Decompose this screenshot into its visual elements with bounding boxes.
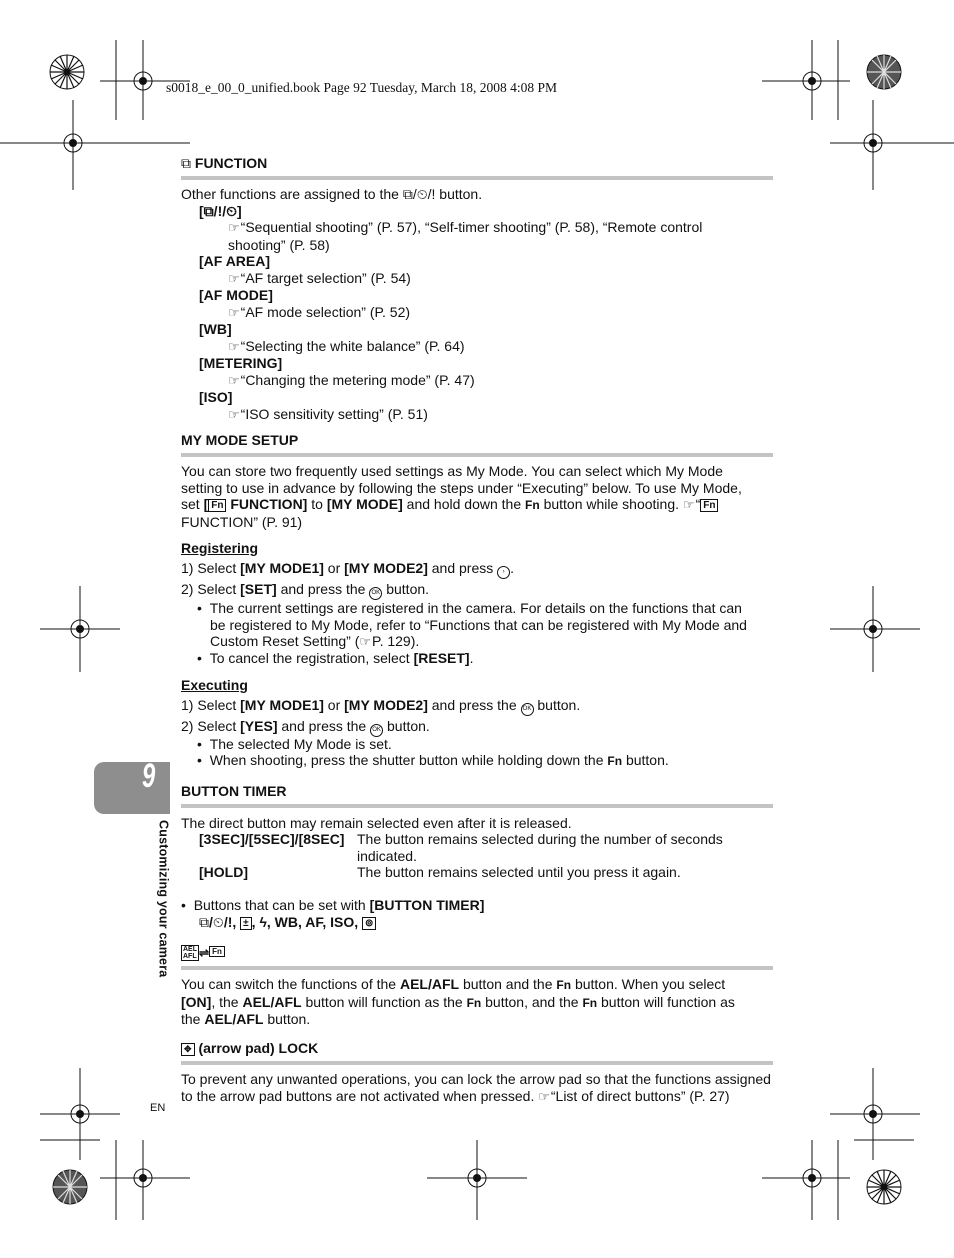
function-item-heading: [AF AREA]: [199, 253, 271, 269]
reference-icon: ☞: [228, 338, 240, 354]
drive-icon: ⧉: [181, 155, 191, 171]
function-item-heading: [ISO]: [199, 389, 233, 405]
function-item-heading: [WB]: [199, 321, 232, 337]
remote-icon: ǃ: [227, 914, 233, 930]
remote-icon: ǃ: [431, 186, 436, 202]
fn-icon: Fn: [208, 499, 226, 512]
chapter-label: Customizing your camera: [156, 820, 171, 978]
executing-bullet-1: • The selected My Mode is set.: [197, 736, 392, 752]
ael-fn-body: You can switch the functions of the AEL/AFL button and the Fn button. When you select [ON], the AEL/AFL button will function as the Fn button, and the Fn button will function as the AEL/AFL button.: [181, 976, 735, 1027]
exposure-comp-icon: ±: [240, 917, 252, 930]
drive-icon: ⧉: [402, 186, 413, 202]
registering-step-2: 2) Select [SET] and press the OK button.: [181, 581, 773, 600]
button-timer-bullet: • Buttons that can be set with [BUTTON TIMER]: [181, 897, 485, 913]
chapter-number: 9: [142, 757, 156, 795]
registering-title: Registering: [181, 540, 259, 556]
function-rule: [181, 176, 773, 180]
reference-icon: ☞: [228, 270, 240, 286]
button-timer-table: [199, 831, 723, 881]
ael-fn-rule: [181, 966, 773, 970]
drive-icon: ⧉: [203, 202, 214, 219]
my-mode-intro: You can store two frequently used settings as My Mode. You can select which My Mode setting to use in advance by following the steps under “Executing” below. To use My Mode, set [ Fn FUNCTION] to [MY MODE] and hold down the Fn button while shooting. ☞“ Fn FUNCTION” (P. 91): [181, 463, 742, 530]
fn-icon: Fn: [466, 995, 482, 1010]
function-item-heading: [AF MODE]: [199, 287, 273, 303]
executing-step-1: 1) Select [MY MODE1] or [MY MODE2] and press the OK button.: [181, 697, 773, 716]
registering-bullet-2: • To cancel the registration, select [RESET].: [197, 650, 474, 666]
chapter-tab: [94, 757, 170, 814]
arrow-lock-rule: [181, 1061, 773, 1065]
button-timer-title: BUTTON TIMER: [181, 783, 287, 799]
ok-button-icon: OK: [521, 703, 534, 716]
swap-icon: ⇌: [199, 946, 210, 960]
ael-fn-title: [181, 945, 225, 961]
my-mode-rule: [181, 453, 773, 457]
self-timer-icon: ⏲: [212, 914, 224, 930]
reference-icon: ☞: [228, 304, 240, 320]
metering-icon: ⊚: [362, 917, 376, 930]
arrow-right-button-icon: ›: [497, 566, 510, 579]
function-item-ref: ☞“ISO sensitivity setting” (P. 51): [228, 405, 428, 422]
arrow-lock-title: ✥ (arrow pad) LOCK: [181, 1040, 318, 1057]
registering-step-1: 1) Select [MY MODE1] or [MY MODE2] and press › .: [181, 560, 773, 579]
arrow-lock-body: To prevent any unwanted operations, you can lock the arrow pad so that the functions assigned to the arrow pad buttons are not activated when pressed. ☞“List of direct buttons” (P. 27): [181, 1071, 771, 1104]
function-item-heading: [METERING]: [199, 355, 283, 371]
table-row: [3SEC]/[5SEC]/[8SEC] The button remains selected during the number of seconds indicated.: [199, 831, 723, 864]
fn-icon: Fn: [525, 498, 540, 512]
function-item-ref: ☞“Selecting the white balance” (P. 64): [228, 337, 465, 354]
table-row: [HOLD] The button remains selected until you press it again.: [199, 864, 681, 880]
self-timer-icon: ⏲: [416, 186, 428, 202]
reference-icon: ☞: [538, 1088, 550, 1104]
reference-icon: ☞: [228, 406, 240, 422]
function-item-ref-cont: shooting” (P. 58): [228, 236, 330, 253]
button-timer-rule: [181, 804, 773, 808]
executing-step-2: 2) Select [YES] and press the OK button.: [181, 718, 773, 737]
book-header-line: s0018_e_00_0_unified.book Page 92 Tuesday, March 18, 2008 4:08 PM: [166, 80, 557, 95]
registering-bullet-1: • The current settings are registered in the camera. For details on the functions that can be registered to My Mode, refer to “Functions that can be registered with My Mode and Custom Reset Setting” (☞P. 129).: [197, 600, 747, 649]
fn-icon: Fn: [556, 978, 572, 992]
reference-icon: ☞: [228, 372, 240, 388]
ok-button-icon: OK: [370, 724, 383, 737]
arrow-pad-icon: ✥: [181, 1043, 195, 1056]
function-item-ref: ☞“AF target selection” (P. 54): [228, 269, 411, 286]
drive-icon: ⧉: [199, 914, 209, 930]
language-label: EN: [150, 1102, 166, 1114]
function-intro: Other functions are assigned to the ⧉/⏲/ǃ button.: [181, 186, 483, 202]
my-mode-setup-title: MY MODE SETUP: [181, 432, 299, 448]
function-item-ref: ☞“AF mode selection” (P. 52): [228, 303, 411, 320]
function-item-ref: ☞“Sequential shooting” (P. 57), “Self-timer shooting” (P. 58), “Remote control: [228, 219, 703, 235]
ael-afl-icon: AEL AFL: [183, 946, 197, 960]
fn-icon: Fn: [700, 499, 718, 512]
function-body: [181, 186, 773, 423]
executing-bullet-2: • When shooting, press the shutter button while holding down the Fn button.: [197, 752, 669, 768]
function-item-ref: ☞“Changing the metering mode” (P. 47): [228, 371, 475, 388]
flash-icon: ϟ: [259, 914, 267, 930]
reference-icon: ☞: [228, 220, 240, 235]
fn-icon: Fn: [582, 995, 598, 1010]
function-section-title: ⧉ FUNCTION: [181, 155, 268, 171]
function-item-heading: [⧉/ǃ/⏲]: [199, 202, 242, 219]
button-timer-intro: The direct button may remain selected even after it is released.: [181, 815, 572, 831]
reference-icon: ☞: [359, 634, 372, 649]
ok-button-icon: OK: [369, 587, 382, 600]
self-timer-icon: ⏲: [226, 202, 238, 219]
executing-title: Executing: [181, 677, 248, 693]
fn-icon: Fn: [209, 946, 225, 957]
button-timer-buttons: ⧉/⏲/ǃ, ± , ϟ, WB, AF, ISO, ⊚: [199, 914, 376, 931]
fn-icon: Fn: [607, 754, 623, 768]
remote-icon: ǃ: [217, 202, 223, 219]
reference-icon: ☞: [682, 497, 695, 512]
